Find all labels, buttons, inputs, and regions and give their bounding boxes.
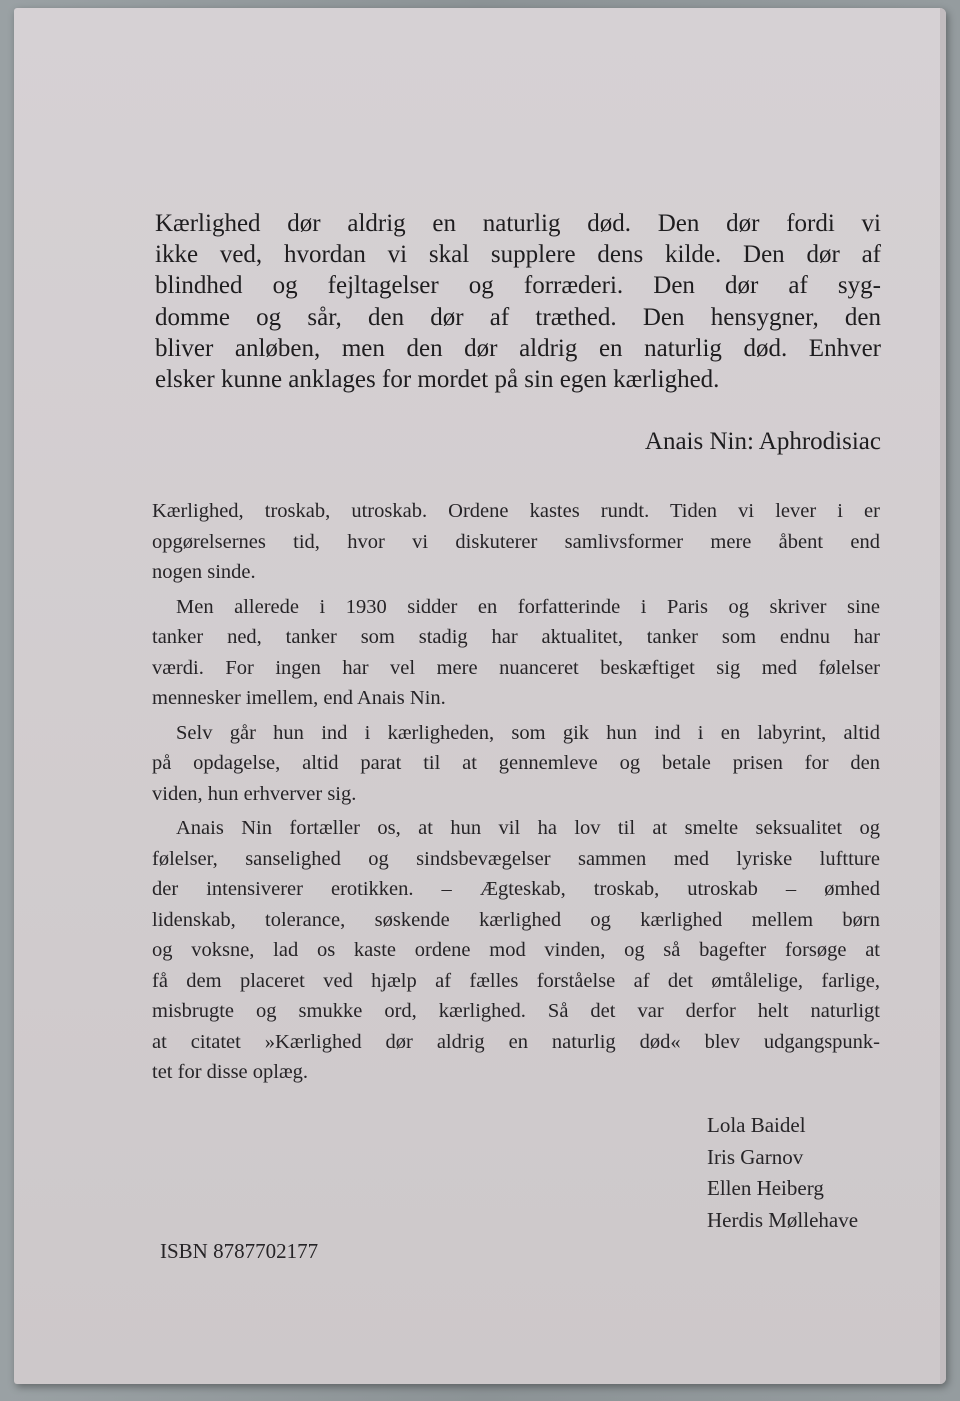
blurb-line: få dem placeret ved hjælp af fælles forståelse af det ømtålelige, farlige, [152, 969, 880, 992]
blurb-line: og voksne, lad os kaste ordene mod vinden, og så bagefter forsøge at [152, 939, 880, 961]
author-name: Lola Baidel [707, 1113, 806, 1137]
blurb-paragraph [152, 813, 880, 1088]
blurb-line: at citatet »Kærlighed dør aldrig en naturlig død« blev udgangspunk- [152, 1030, 880, 1053]
blurb-line: følelser, sanselighed og sindsbevægelser sammen med lyriske luftture [152, 847, 880, 870]
cover-edge [940, 8, 946, 1384]
blurb-line: Kærlighed, troskab, utroskab. Ordene kastes rundt. Tiden vi lever i er [152, 500, 880, 522]
quote-line: domme og sår, den dør af træthed. Den hensygner, den [155, 303, 881, 331]
isbn-number: ISBN 8787702177 [160, 1239, 319, 1263]
quote-line: bliver anløben, men den dør aldrig en naturlig død. Enhver [155, 334, 881, 362]
quote-line: Kærlighed dør aldrig en naturlig død. Den dør fordi vi [155, 210, 881, 237]
blurb-line: nogen sinde. [152, 561, 256, 583]
blurb-line: der intensiverer erotikken. – Ægteskab, troskab, utroskab – ømhed [152, 878, 880, 900]
author-name: Herdis Møllehave [707, 1207, 859, 1232]
quote-line: elsker kunne anklages for mordet på sin egen kærlighed. [155, 366, 720, 394]
blurb-line: opgørelsernes tid, hvor vi diskuterer samlivsformer mere åbent end [152, 530, 880, 553]
blurb-paragraph [152, 496, 880, 588]
blurb-line: mennesker imellem, end Anais Nin. [152, 687, 446, 709]
blurb-line: tanker ned, tanker som stadig har aktualitet, tanker som endnu har [152, 626, 880, 648]
blurb-paragraph [152, 718, 880, 810]
blurb-line: tet for disse oplæg. [152, 1061, 309, 1083]
author-name: Iris Garnov [707, 1144, 804, 1169]
quote-attribution: Anais Nin: Aphrodisiac [644, 428, 881, 455]
author-list [707, 1110, 858, 1236]
author-name: Ellen Heiberg [707, 1176, 824, 1200]
blurb-line: Selv går hun ind i kærligheden, som gik hun ind i en labyrint, altid [176, 721, 880, 744]
epigraph-quote [155, 208, 881, 395]
blurb-line: viden, hun erhverver sig. [152, 782, 357, 805]
quote-line: ikke ved, hvordan vi skal supplere dens kilde. Den dør af [155, 241, 881, 269]
blurb-text [152, 496, 880, 1092]
blurb-line: lidenskab, tolerance, søskende kærlighed og kærlighed mellem børn [152, 908, 880, 931]
quote-line: blindhed og fejltagelser og forræderi. Den dør af syg- [155, 272, 881, 300]
blurb-line: værdi. For ingen har vel mere nuanceret beskæftiget sig med følelser [152, 656, 880, 679]
blurb-line: Anais Nin fortæller os, at hun vil ha lov til at smelte seksualitet og [176, 817, 880, 839]
blurb-line: misbrugte og smukke ord, kærlighed. Så det var derfor helt naturligt [152, 1000, 880, 1022]
blurb-line: på opdagelse, altid parat til at gennemleve og betale prisen for den [152, 752, 880, 774]
blurb-paragraph [152, 592, 880, 714]
blurb-line: Men allerede i 1930 sidder en forfatterinde i Paris og skriver sine [176, 595, 880, 618]
